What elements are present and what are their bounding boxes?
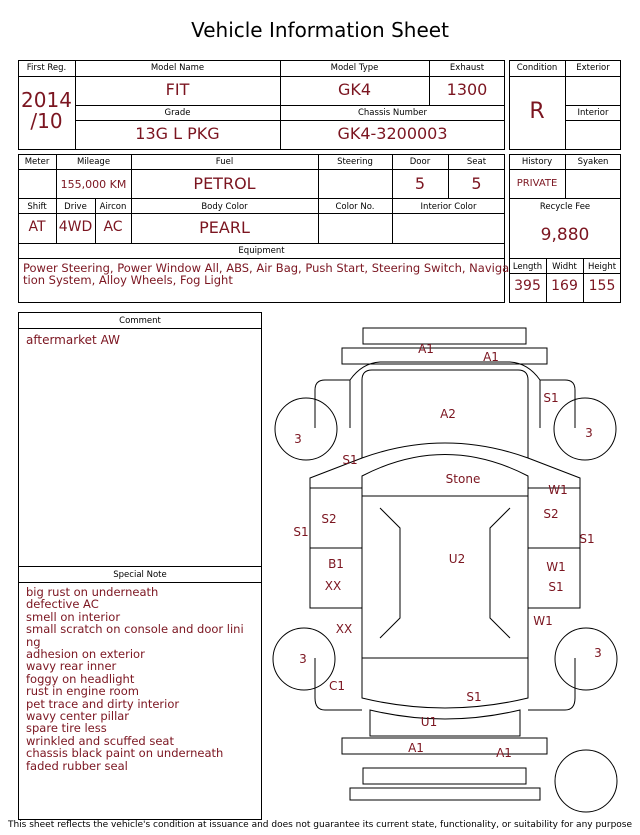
aircon-label: Aircon — [99, 202, 127, 212]
special-note-item: wrinkled and scuffed seat — [26, 733, 174, 748]
meter-label: Meter — [24, 157, 50, 167]
model-type-label: Model Type — [330, 63, 379, 73]
diagram-mark-windshield: Stone — [445, 472, 481, 486]
color-no-label: Color No. — [335, 202, 375, 212]
exterior-label: Exterior — [576, 63, 610, 73]
model-name-value: FIT — [165, 80, 190, 99]
page-title: Vehicle Information Sheet — [191, 18, 449, 42]
special-note-item: adhesion on exterior — [26, 647, 145, 662]
mileage-value: 155,000 KM — [60, 178, 127, 191]
height-value: 155 — [588, 278, 616, 294]
model-name-label: Model Name — [150, 63, 205, 73]
condition-value: R — [529, 99, 545, 124]
special-note-label: Special Note — [113, 570, 167, 580]
recycle-fee-label: Recycle Fee — [539, 202, 591, 212]
diagram-mark-front-bumper-1: A1 — [418, 342, 434, 356]
special-note-item: wavy center pillar — [26, 709, 130, 724]
exhaust-value: 1300 — [446, 80, 488, 99]
diagram-mark-right-rear-door-2: S1 — [548, 580, 564, 594]
diagram-mark-left-fender: S1 — [342, 453, 358, 467]
body-color-value: PEARL — [199, 218, 250, 237]
equipment-line-1: Power Steering, Power Window All, ABS, Air Bag, Push Start, Steering Switch, Naviga — [23, 261, 510, 275]
diagram-mark-front-right-wheel: 3 — [585, 426, 593, 440]
fuel-value: PETROL — [193, 174, 256, 193]
interior-color-label: Interior Color — [420, 202, 477, 212]
diagram-mark-back-door-lower: U1 — [420, 715, 438, 729]
diagram-mark-left-front-door: S2 — [321, 512, 337, 526]
special-note-item: smell on interior — [26, 609, 121, 624]
diagram-mark-left-front-door-edge: S1 — [293, 525, 309, 539]
diagram-mark-right-a-pillar: W1 — [548, 483, 568, 497]
history-value: PRIVATE — [516, 178, 558, 189]
door-label: Door — [409, 157, 431, 167]
shift-value: AT — [28, 219, 46, 235]
grade-label: Grade — [164, 108, 191, 118]
steering-label: Steering — [337, 157, 373, 167]
drive-label: Drive — [64, 202, 87, 212]
chassis-number-label: Chassis Number — [357, 108, 428, 118]
diagram-mark-front-bumper-2: A1 — [483, 350, 499, 364]
special-note-item: spare tire less — [26, 721, 107, 736]
car-damage-diagram — [270, 318, 630, 818]
seat-label: Seat — [466, 157, 487, 167]
special-note-item: rust in engine room — [26, 684, 139, 699]
special-note-item: big rust on underneath — [26, 585, 159, 599]
special-note-item: chassis black paint on underneath — [26, 746, 224, 761]
diagram-mark-right-rear-door-1: W1 — [546, 560, 566, 574]
comment-text: aftermarket AW — [26, 333, 120, 347]
model-type-value: GK4 — [337, 80, 372, 99]
grade-value: 13G L PKG — [135, 124, 220, 143]
diagram-mark-right-fender: S1 — [543, 391, 559, 405]
chassis-number-value: GK4-3200003 — [337, 124, 448, 143]
history-label: History — [521, 157, 553, 167]
first-reg-month: /10 — [30, 109, 63, 133]
syaken-label: Syaken — [577, 157, 609, 167]
diagram-mark-rear-right-wheel: 3 — [594, 646, 602, 660]
length-value: 395 — [514, 278, 541, 294]
first-reg-year: 2014 — [21, 88, 72, 112]
comment-label: Comment — [119, 316, 161, 326]
diagram-mark-hood: A2 — [440, 407, 456, 421]
length-label: Length — [512, 262, 543, 272]
diagram-mark-left-rear-door-1: B1 — [328, 557, 344, 571]
special-note-item: wavy rear inner — [26, 659, 117, 674]
diagram-mark-right-front-door: S2 — [543, 507, 559, 521]
recycle-fee-value: 9,880 — [540, 225, 590, 245]
diagram-mark-left-rear-door-2: XX — [324, 579, 342, 593]
mileage-label: Mileage — [76, 157, 111, 167]
diagram-mark-front-left-wheel: 3 — [294, 432, 302, 446]
first-reg-label: First Reg. — [26, 63, 67, 73]
diagram-mark-left-rear-quarter: C1 — [328, 679, 346, 693]
body-color-label: Body Color — [201, 202, 248, 212]
shift-label: Shift — [27, 202, 47, 212]
condition-label: Condition — [516, 63, 558, 73]
width-value: 169 — [551, 278, 578, 294]
diagram-mark-rear-bumper-2: A1 — [496, 746, 512, 760]
footer-disclaimer: This sheet reflects the vehicle's condition at issuance and does not guarantee its current state, functionality, or suitability for any purpose — [7, 820, 633, 830]
special-note-item: faded rubber seal — [26, 758, 128, 773]
special-note-item: small scratch on console and door lini — [26, 622, 244, 637]
diagram-mark-left-quarter: XX — [335, 622, 353, 636]
diagram-mark-rear-left-wheel: 3 — [299, 652, 307, 666]
equipment-label: Equipment — [238, 246, 285, 256]
special-note-item: ng — [26, 634, 41, 649]
drive-value: 4WD — [58, 219, 93, 235]
interior-label: Interior — [577, 108, 609, 118]
seat-value: 5 — [471, 174, 482, 193]
fuel-label: Fuel — [215, 157, 234, 167]
special-note-item: defective AC — [26, 597, 99, 612]
height-label: Height — [587, 262, 617, 272]
equipment-line-2: tion System, Alloy Wheels, Fog Light — [23, 273, 233, 287]
diagram-mark-right-front-door-edge: S1 — [579, 532, 595, 546]
special-notes-list — [26, 586, 258, 772]
special-note-item: foggy on headlight — [26, 671, 135, 686]
aircon-value: AC — [103, 219, 123, 235]
diagram-mark-roof: U2 — [448, 552, 466, 566]
exhaust-label: Exhaust — [449, 63, 485, 73]
diagram-mark-back-door: S1 — [466, 690, 482, 704]
door-value: 5 — [414, 174, 426, 193]
diagram-mark-right-quarter: W1 — [533, 614, 553, 628]
special-note-item: pet trace and dirty interior — [26, 696, 180, 711]
width-label: Widht — [552, 262, 577, 272]
diagram-mark-rear-bumper-1: A1 — [408, 741, 424, 755]
